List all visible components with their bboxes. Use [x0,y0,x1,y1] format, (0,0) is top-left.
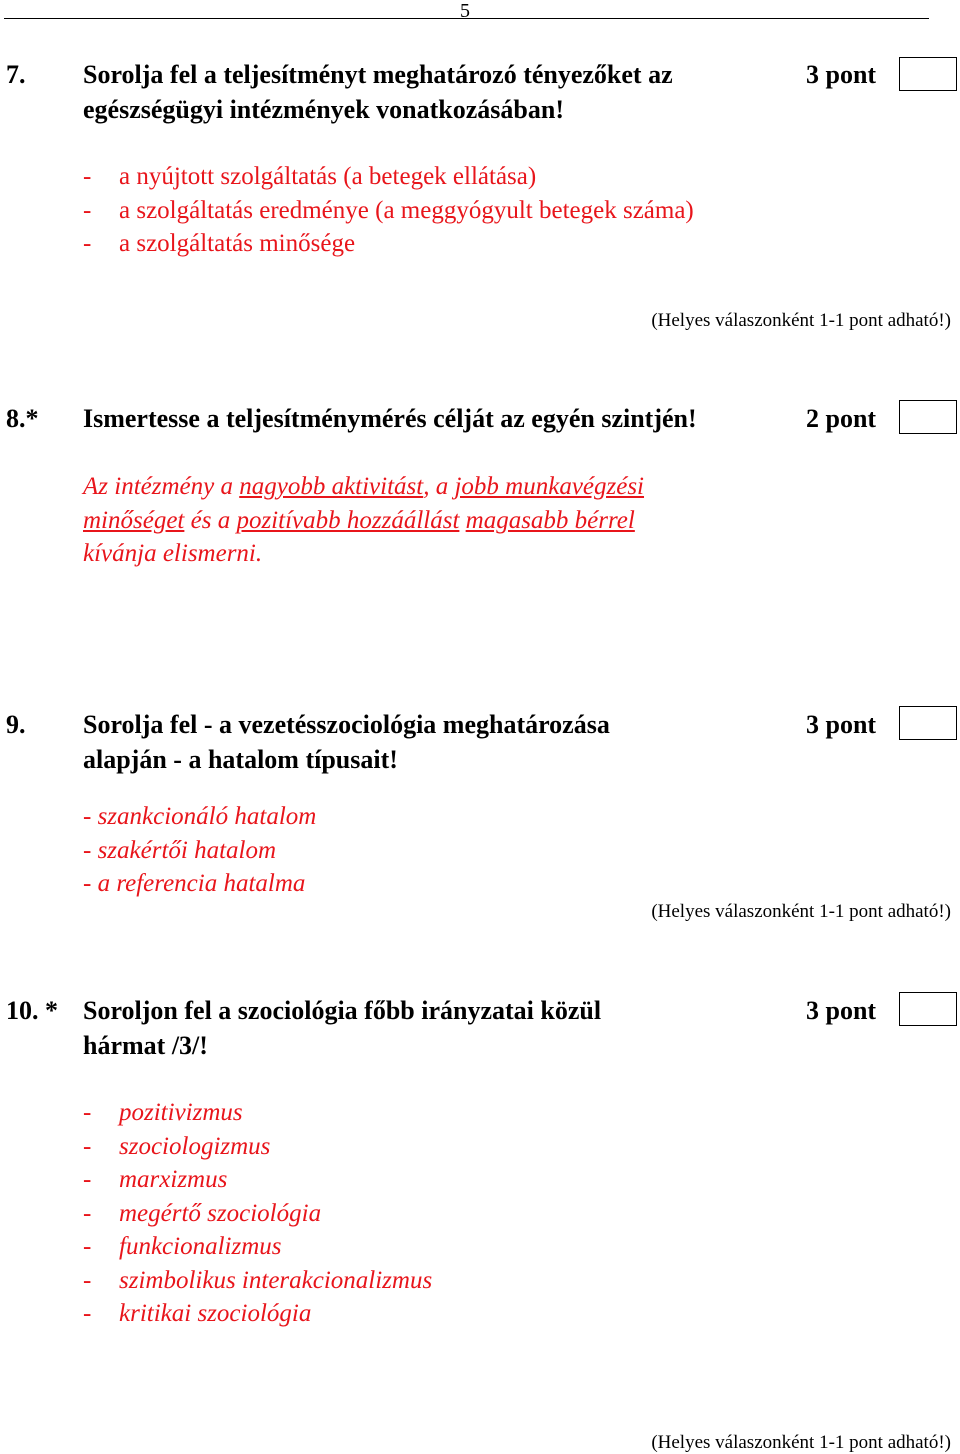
answer-item [83,1264,432,1298]
question-8-number: 8.* [6,404,39,433]
question-10-number: 10. * [6,996,58,1025]
question-10-text-line-2: hármat /3/! [83,1031,208,1060]
question-9-answers [83,800,316,901]
answer-item [83,1096,432,1130]
answer-text: a nyújtott szolgáltatás (a betegek ellátása) [119,163,537,190]
answer-text: szimbolikus interakcionalizmus [119,1266,433,1294]
answer-text: a szolgáltatás minősége [119,230,356,257]
answer-text: a szolgáltatás eredménye (a meggyógyult betegek száma) [119,196,694,224]
answer-text: pozitivizmus [119,1099,243,1126]
question-7-number: 7. [6,60,26,89]
header-rule [4,18,929,19]
answer-item [83,1230,432,1264]
question-7-points: 3 pont [806,60,877,89]
answer-item [83,160,694,194]
answer-keyword: jobb munkavégzési [454,473,645,500]
answer-dash: - [83,1300,92,1327]
answer-keyword: magasabb bérrel [465,506,635,534]
answer-text: , a [423,473,455,500]
answer-text: funkcionalizmus [119,1233,282,1260]
question-10-answers [83,1096,432,1331]
answer-item [83,194,694,228]
question-9-text [83,707,610,777]
answer-dash: - [83,196,92,224]
question-9-text-line-1: Sorolja fel - a vezetésszociológia meghatározása [83,710,610,739]
answer-item: - szakértői hatalom [83,836,277,864]
answer-dash: - [83,1099,92,1126]
answer-item: - szankcionáló hatalom [83,803,317,830]
answer-text: marxizmus [119,1166,228,1193]
question-9-scoring-note: (Helyes válaszonként 1-1 pont adható!) [651,901,951,922]
answer-item [83,1197,432,1231]
question-10-text [83,993,601,1063]
question-8-points: 2 pont [806,404,877,433]
answer-text: Az intézmény a [83,473,240,500]
question-7-score-box[interactable] [899,57,957,91]
answer-keyword: minőséget [83,506,185,534]
answer-item [83,227,694,261]
question-7-text-line-1: Sorolja fel a teljesítményt meghatározó tényezőket az [83,60,673,89]
answer-item: - a referencia hatalma [83,870,306,897]
question-7-scoring-note: (Helyes válaszonként 1-1 pont adható!) [651,310,951,331]
answer-text: és a [184,506,237,534]
answer-keyword: pozitívabb hozzáállást [236,506,460,534]
answer-dash: - [83,1233,92,1260]
page-number: 5 [460,0,470,22]
answer-dash: - [83,1266,92,1294]
answer-dash: - [83,1166,92,1193]
answer-line [83,470,644,504]
question-7-text [83,57,673,127]
question-9-score-box[interactable] [899,706,957,740]
answer-dash: - [83,1199,92,1227]
question-8-text-line-1: Ismertesse a teljesítménymérés célját az egyén szintjén! [83,404,697,433]
question-10-score-box[interactable] [899,992,957,1026]
question-8-text [83,401,697,436]
answer-text: szociologizmus [119,1132,271,1160]
answer-line [83,504,644,538]
question-7-text-line-2: egészségügyi intézmények vonatkozásában! [83,95,564,124]
question-10-scoring-note: (Helyes válaszonként 1-1 pont adható!) [651,1432,951,1453]
answer-text: kívánja elismerni. [83,540,263,567]
question-9-text-line-2: alapján - a hatalom típusait! [83,745,398,774]
question-9-points: 3 pont [806,710,877,739]
answer-dash: - [83,163,92,190]
answer-item [83,1130,432,1164]
answer-text: megértő szociológia [119,1199,322,1227]
answer-item [83,1163,432,1197]
answer-item [83,1297,432,1331]
answer-text: kritikai szociológia [119,1300,312,1327]
question-8-answer [83,470,644,571]
question-10-text-line-1: Soroljon fel a szociológia főbb irányzatai közül [83,996,602,1025]
answer-dash: - [83,1132,92,1160]
answer-dash: - [83,230,92,257]
question-8-score-box[interactable] [899,400,957,434]
answer-line [83,537,644,571]
answer-keyword: nagyobb aktivitást [239,473,424,500]
question-9-number: 9. [6,710,26,739]
question-10-points: 3 pont [806,996,877,1025]
question-7-answers [83,160,694,261]
